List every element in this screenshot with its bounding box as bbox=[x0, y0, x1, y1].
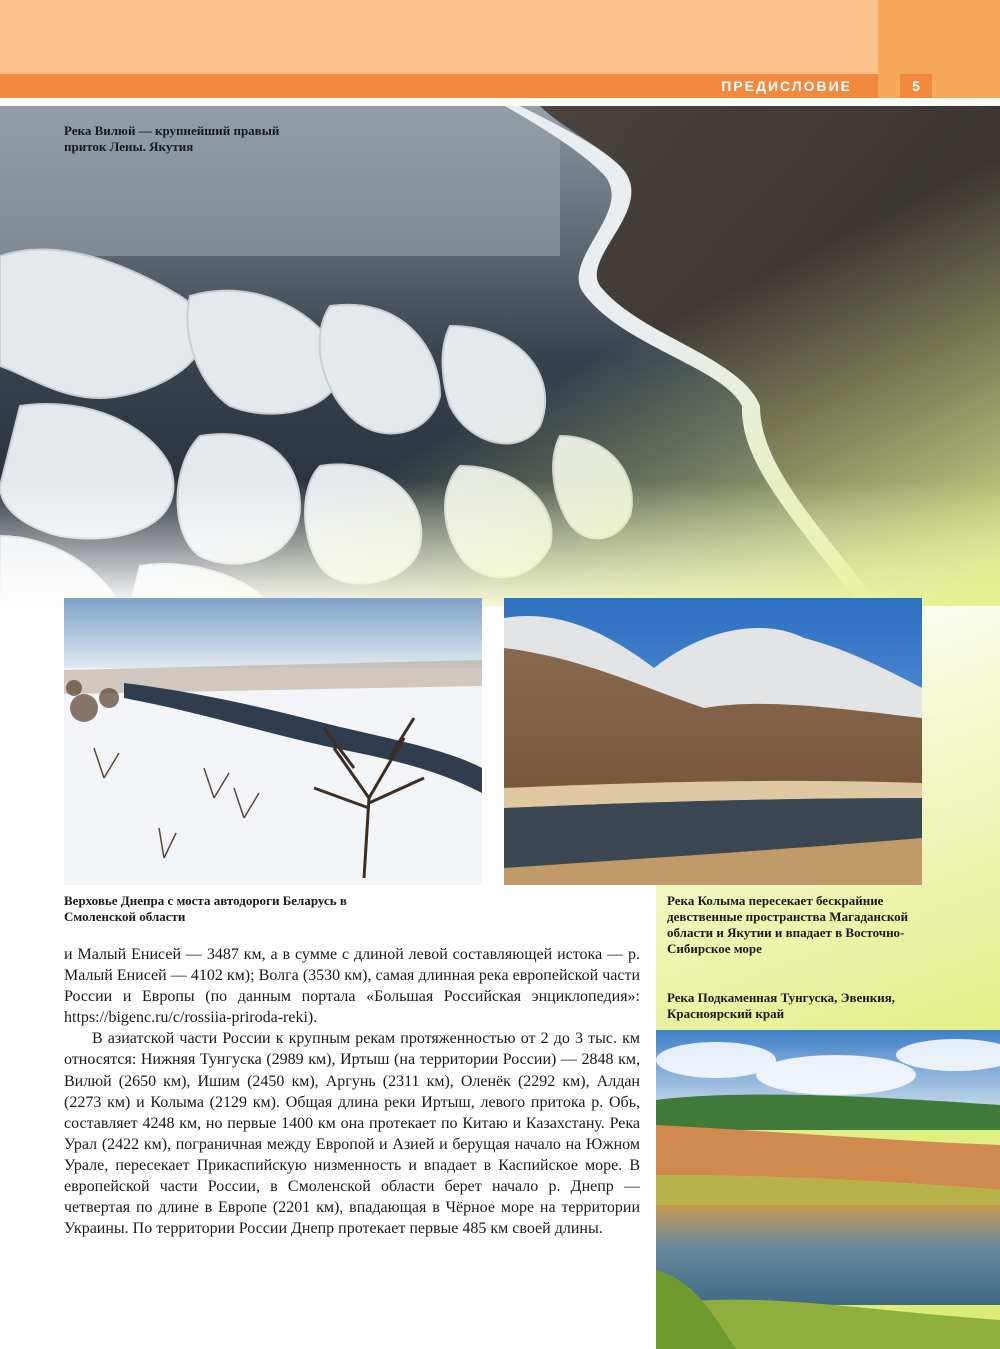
vilyuy-caption: Река Вилюй — крупнейший правый приток Лены. Якутия bbox=[64, 123, 280, 154]
tunguska-caption: Река Подкаменная Тунгуска, Эвенкия, Красноярский край bbox=[667, 990, 896, 1021]
vilyuy-river-photo bbox=[0, 106, 1000, 606]
dnepr-photo bbox=[64, 598, 482, 885]
tunguska-photo bbox=[656, 1030, 1000, 1349]
header-band-corner bbox=[878, 0, 1000, 74]
body-text bbox=[64, 944, 640, 1239]
kolyma-photo bbox=[504, 598, 922, 885]
kolyma-caption: Река Колыма пересекает бескрайние девственные пространства Магаданской области и Якутии и впадает в Восточно-Сибирское море bbox=[667, 893, 909, 956]
page-number: 5 bbox=[900, 74, 932, 98]
header-band bbox=[0, 0, 878, 74]
dnepr-caption: Верховье Днепра с моста автодороги Беларусь в Смоленской области bbox=[64, 893, 347, 924]
paragraph: и Малый Енисей — 3487 км, а в сумме с длиной левой составляющей истока — р. Малый Енисей — 4102 км); Волга (3530 км), самая длинная река европейской части России и Европы (по данным портала «Большая Российская энциклопедия»: https://bigenc.ru/c/rossiia-priroda-reki). bbox=[64, 946, 640, 1027]
paragraph: В азиатской части России к крупным рекам протяженностью от 2 до 3 тыс. км относятся: Нижняя Тунгуска (2989 км), Иртыш (на территории России) — 2848 км, Вилюй (2650 км), Ишим (2450 км), Аргунь (2311 км), Оленёк (2292 км), Алдан (2273 км) и Колыма (2129 км). Общая длина реки Иртыш, левого притока р. Обь, составляет 4248 км, но первые 1400 км она протекает по Китаю и Казахстану. Река Урал (2422 км), пограничная между Европой и Азией и берущая начало на Южном Урале, пересекает Прикаспийскую низменность и впадает в Каспийское море. В европейской части России, в Смоленской области берет начало р. Днепр — четвертая по длине в Европе (2201 км), впадающая в Чёрное море на территории Украины. По территории России Днепр протекает первые 485 км своей длины. bbox=[64, 1030, 640, 1238]
section-bar-corner bbox=[878, 74, 1000, 98]
section-title: ПРЕДИСЛОВИЕ bbox=[721, 78, 852, 94]
